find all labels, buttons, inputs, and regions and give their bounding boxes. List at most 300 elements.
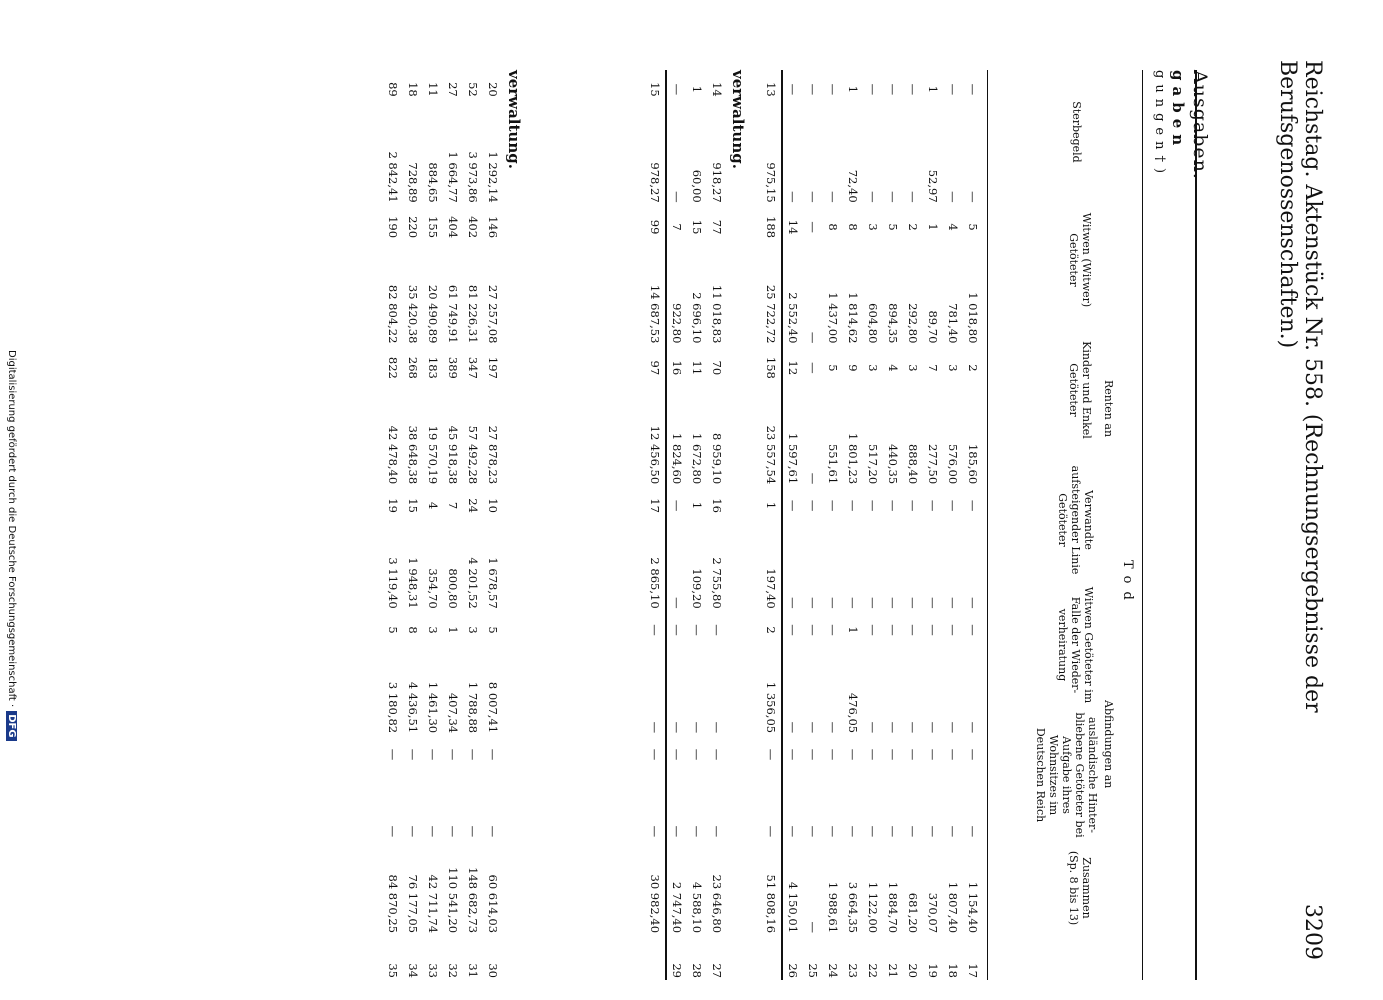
table-cell: 1 814,62 [846,292,860,344]
table-cell: 3 [466,626,480,634]
table-cell: 476,05 [846,692,860,734]
table-cell: 1 [926,223,940,231]
table-cell: 5 [886,223,900,231]
table-cell: — [710,721,724,734]
table-cell: 922,80 [670,303,684,344]
table-cell: — [446,825,460,838]
total-cell: — [645,649,666,735]
table-cell: 1 807,40 [946,881,960,934]
table-cell: — [466,748,480,761]
table-cell: 32 [446,963,460,978]
table-cell: 551,61 [826,443,840,485]
dfg-logo: DFG [6,711,17,740]
table-cell: 4 201,52 [466,557,480,609]
table-cell: — [946,83,960,96]
table-cell: — [866,825,880,838]
table-cell: 45 918,38 [446,425,460,485]
table-cell: 4 436,51 [406,681,420,734]
table-cell: — [886,721,900,734]
table-cell: — [966,499,980,512]
col-abf-witwen: Witwen Getöteter im Falle der Wiederverheiratung [1056,586,1095,704]
table-cell: 781,40 [946,303,960,344]
table-cell: — [670,748,684,761]
divider [1195,70,1197,980]
table-cell: — [806,221,820,233]
subtitle-gaben: gaben [1169,70,1187,152]
section-tod: Tod [1120,560,1135,608]
table-cell: 354,70 [426,568,440,609]
table-cell: 268 [406,356,420,379]
table-cell: — [826,83,840,96]
total-cell: 23 557,54 [761,390,782,486]
table-cell: 822 [386,356,400,379]
total-cell: 99 [645,205,666,250]
table-cell: 884,65 [426,162,440,203]
table-cell: 3 [866,364,880,372]
table-row [823,70,843,980]
total-cell: 978,27 [645,109,666,205]
total-cell: 51 808,16 [761,839,782,935]
table-cell: 60 614,03 [486,874,500,934]
table-cell: — [866,499,880,512]
table-cell: 23 646,80 [710,874,724,934]
table-cell: 27 [710,963,724,978]
table-cell: 4 588,10 [690,881,704,934]
table-cell: 89,70 [926,310,940,344]
table-cell: — [866,597,880,609]
table-cell: 22 [866,963,880,978]
table-cell: 109,20 [690,568,704,609]
table-row [707,70,727,980]
table-cell: 1 292,14 [486,151,500,203]
table-row [423,70,443,980]
table-cell: 84 870,25 [386,874,400,934]
table-cell: — [806,362,820,374]
table-cell: 7 [670,223,684,231]
table-cell: 81 226,31 [466,284,480,344]
table-cell: — [906,499,920,512]
table-cell: 3 180,82 [386,681,400,734]
table-cell: 1 [846,85,860,94]
table-row [883,70,903,980]
table-cell: 1 801,23 [846,432,860,485]
table-cell: 70 [710,360,724,376]
table-cell: — [926,825,940,838]
table-cell: 1 672,80 [690,432,704,485]
table-cell: 918,27 [710,162,724,203]
table-cell: — [786,721,800,734]
table-cell: 11 [690,360,704,376]
table-cell: — [406,748,420,761]
table-cell: — [966,191,980,203]
table-cell: 24 [466,498,480,513]
table-cell: 12 [786,360,800,376]
table-cell: — [826,499,840,512]
table-cell: — [466,825,480,838]
table-cell: — [426,748,440,761]
table-cell: 800,80 [446,568,460,609]
table-cell: 8 [826,223,840,231]
table-total-row [645,70,666,980]
table-cell: — [866,721,880,734]
table-cell: 185,60 [966,443,980,485]
total-cell: 975,15 [761,109,782,205]
table-cell: 1 461,30 [426,681,440,734]
table-row [443,70,463,980]
total-cell: 25 722,72 [761,250,782,346]
table-cell: 14 [710,82,724,97]
subtitle-gungen: gungen†) [1152,70,1167,180]
table-cell: 3 664,35 [846,881,860,934]
table-cell: — [846,499,860,512]
table-cell: 60,00 [690,169,704,203]
total-cell: 1 [761,486,782,525]
table-cell: — [786,748,800,761]
table-cell: — [806,331,820,344]
table-cell: 26 [786,963,800,978]
table-part-c [383,70,503,980]
table-cell: 402 [466,216,480,239]
table-cell: — [866,83,880,96]
total-cell: — [645,735,666,774]
table-cell: — [826,825,840,838]
table-cell: 35 420,38 [406,284,420,344]
table-cell: 1 018,80 [966,292,980,344]
table-cell: — [926,597,940,609]
table-cell: — [426,825,440,838]
table-row [666,70,687,980]
table-cell: — [670,191,684,203]
total-cell: 2 [761,611,782,650]
table-cell: 10 [486,498,500,513]
table-cell: — [690,748,704,761]
table-cell: 18 [946,963,960,978]
total-cell: 2 865,10 [645,525,666,611]
table-cell: — [926,499,940,512]
table-cell: 2 755,80 [710,557,724,609]
table-cell: — [806,624,820,636]
table-cell: 16 [670,360,684,376]
table-cell: — [670,499,684,512]
table-cell: 7 [926,364,940,372]
total-cell: — [761,774,782,839]
table-cell: — [670,624,684,636]
table-cell: — [866,624,880,636]
table-cell: — [966,597,980,609]
table-cell: 11 018,83 [710,284,724,344]
table-cell: — [946,748,960,761]
total-cell: 17 [645,486,666,525]
table-cell: 4 [426,501,440,510]
table-cell: 2 552,40 [786,292,800,344]
table-cell: — [690,624,704,636]
table-cell: — [806,472,820,485]
total-cell: — [645,611,666,650]
table-cell: 89 [386,82,400,97]
table-cell: 292,80 [906,303,920,344]
table-row [843,70,863,980]
total-cell: 188 [761,205,782,250]
table-cell: 14 [786,219,800,235]
table-cell: 3 973,86 [466,151,480,203]
table-cell: 38 648,38 [406,425,420,485]
total-cell: — [645,774,666,839]
table-cell: — [946,191,960,203]
table-cell: 29 [670,963,684,978]
table-cell: 27 [446,82,460,97]
table-cell: 9 [846,364,860,372]
table-cell: 28 [690,963,704,978]
table-cell: — [486,748,500,761]
table-cell: 604,80 [866,303,880,344]
table-cell: 20 [906,963,920,978]
table-cell: 1 154,40 [966,881,980,934]
table-row [483,70,503,980]
table-cell: — [806,499,820,512]
table-cell: — [886,624,900,636]
table-cell: — [906,624,920,636]
table-cell: 77 [710,219,724,235]
table-cell: 4 150,01 [786,881,800,934]
table-cell: 2 842,41 [386,151,400,203]
table-cell: — [906,83,920,96]
table-cell: 16 [710,498,724,513]
total-cell: — [761,735,782,774]
table-cell: — [670,83,684,96]
table-cell: 33 [426,963,440,978]
table-cell: — [806,597,820,609]
table-cell: 19 570,19 [426,425,440,485]
table-cell: — [806,83,820,96]
table-cell: 8 [846,223,860,231]
table-cell: — [846,597,860,609]
header-rule-top [1142,70,1143,980]
table-cell: 34 [406,963,420,978]
table-cell: — [926,721,940,734]
table-cell: 25 [806,963,820,978]
table-cell: — [786,83,800,96]
table-cell: — [966,825,980,838]
table-cell: — [786,597,800,609]
table-cell: 407,34 [446,692,460,734]
table-row [943,70,963,980]
table-cell: — [806,825,820,838]
table-cell: 1 [446,626,460,634]
table-cell: — [786,191,800,203]
col-verwandte: Verwandte aufsteigender Linie Getöteter [1056,465,1095,575]
table-cell: — [446,748,460,761]
table-cell: 517,20 [866,443,880,485]
table-cell: — [826,191,840,203]
total-cell: 197,40 [761,525,782,611]
total-cell [761,935,782,980]
table-cell: — [886,748,900,761]
table-cell: 72,40 [846,169,860,203]
table-cell: — [906,721,920,734]
col-kinder: Kinder und Enkel Getöteter [1067,341,1093,439]
table-cell: 728,89 [406,162,420,203]
table-cell: 3 [426,626,440,634]
table-cell: — [926,624,940,636]
table-cell: 52 [466,82,480,97]
table-cell: 57 492,28 [466,425,480,485]
table-cell: 1 437,00 [826,292,840,344]
table-cell: 277,50 [926,443,940,485]
table-cell: 76 177,05 [406,874,420,934]
table-row [863,70,883,980]
table-row [463,70,483,980]
table-cell: — [670,825,684,838]
table-cell: — [886,499,900,512]
table-cell: 1 788,88 [466,681,480,734]
table-cell: — [906,748,920,761]
table-cell: — [946,597,960,609]
total-cell [645,935,666,980]
table-cell: 3 [946,364,960,372]
table-cell: 148 682,73 [466,867,480,934]
table-cell: 18 [406,82,420,97]
footer-text: Digitalisierung gefördert durch die Deutsche Forschungsgemeinschaft · [6,350,17,708]
table-cell: 5 [826,364,840,372]
table-cell: — [926,748,940,761]
table-cell: 2 [966,364,980,372]
table-cell: — [826,721,840,734]
table-cell: 576,00 [946,443,960,485]
table-cell: 5 [386,626,400,634]
table-cell: 8 959,10 [710,432,724,485]
total-cell: 13 [761,70,782,109]
table-cell: — [966,748,980,761]
table-cell: 440,35 [886,443,900,485]
table-cell: — [946,499,960,512]
table-cell: 1 [690,501,704,510]
total-cell: 12 456,50 [645,390,666,486]
table-cell: 183 [426,356,440,379]
table-cell: — [806,721,820,734]
table-cell: 15 [690,219,704,235]
table-cell: 4 [946,223,960,231]
table-cell: 1 [690,85,704,94]
table-cell: — [670,721,684,734]
table-cell: 5 [966,223,980,231]
table-cell: 1 884,70 [886,881,900,934]
total-cell: 158 [761,345,782,390]
table-cell: 20 490,89 [426,284,440,344]
table-cell: 190 [386,216,400,239]
table-cell: — [906,825,920,838]
table-cell: 52,97 [926,169,940,203]
table-cell: — [906,191,920,203]
table-cell: — [886,191,900,203]
table-cell: 3 [866,223,880,231]
table-row [923,70,943,980]
table-cell: — [806,921,820,934]
table-cell: — [866,191,880,203]
table-cell: 110 541,20 [446,867,460,934]
table-cell: 8 007,41 [486,681,500,734]
table-cell: 4 [886,364,900,372]
table-cell: — [710,624,724,636]
table-cell: 1 [846,626,860,634]
table-cell: — [826,748,840,761]
table-cell: 1 597,61 [786,432,800,485]
table-part-a [761,70,983,980]
section-verwaltung-2: verwaltung. [505,70,523,169]
header-title: Reichstag. Aktenstück Nr. 558. (Rechnungsergebnisse der Berufsgenossenschaften.) [1275,60,1325,713]
table-cell: 1 988,61 [826,881,840,934]
table-cell: — [826,597,840,609]
table-cell: 31 [466,963,480,978]
header-rule-bottom [987,70,988,980]
table-row [383,70,403,980]
table-part-b [645,70,727,980]
table-cell: 347 [466,356,480,379]
table-cell: — [670,597,684,609]
table-cell: 3 [906,364,920,372]
table-cell: 389 [446,356,460,379]
table-row [963,70,983,980]
table-cell: 1 948,31 [406,557,420,609]
table-cell: — [886,825,900,838]
table-cell: 19 [386,498,400,513]
table-cell: 888,40 [906,443,920,485]
table-row [803,70,823,980]
table-cell: — [946,721,960,734]
table-cell: 404 [446,216,460,239]
table-row [903,70,923,980]
table-cell: 1 824,60 [670,432,684,485]
page-title: Ausgaben. [1189,70,1211,180]
section-verwaltung: verwaltung. [729,70,747,169]
table-cell: — [486,825,500,838]
table-cell: — [710,748,724,761]
page-number: 3209 [1300,904,1325,960]
table-cell: 21 [886,963,900,978]
table-cell: — [386,748,400,761]
table-cell: 42 478,40 [386,425,400,485]
table-cell: — [846,825,860,838]
total-cell: 97 [645,345,666,390]
table-cell: 2 696,10 [690,292,704,344]
table-cell: 8 [406,626,420,634]
table-cell: — [846,748,860,761]
col-zusammen: Zusammen (Sp. 8 bis 13) [1067,850,1093,926]
table-cell: 3 119,40 [386,557,400,609]
total-cell: 1 356,05 [761,649,782,735]
table-cell: — [826,624,840,636]
total-cell: 30 982,40 [645,839,666,935]
table-cell: 19 [926,963,940,978]
table-cell: — [806,191,820,203]
table-cell: 1 [926,85,940,94]
table-cell: — [690,721,704,734]
table-cell: — [806,748,820,761]
table-cell: — [386,825,400,838]
table-cell: — [886,597,900,609]
table-total-row [761,70,782,980]
table-cell: — [866,748,880,761]
table-cell: 30 [486,963,500,978]
table-cell: 27 878,23 [486,425,500,485]
table-cell: 155 [426,216,440,239]
table-cell: 197 [486,356,500,379]
table-cell: 146 [486,216,500,239]
col-sterbegeld: Sterbegeld [1070,101,1083,163]
table-cell: — [966,624,980,636]
table-cell: 15 [406,498,420,513]
total-cell: 15 [645,70,666,109]
table-cell: — [946,624,960,636]
